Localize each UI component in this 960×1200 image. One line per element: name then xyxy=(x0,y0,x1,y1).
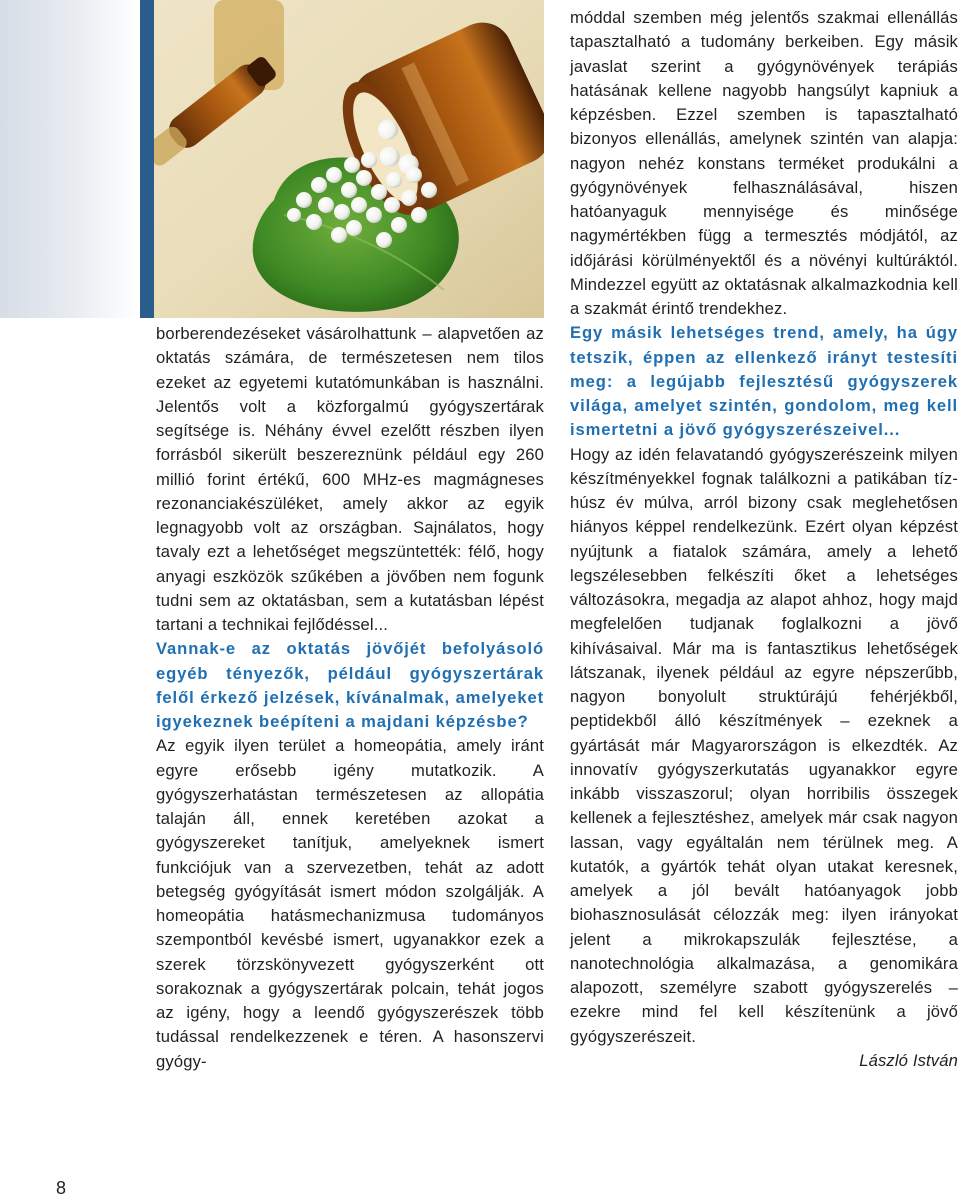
left-column xyxy=(156,322,544,1074)
page-number: 8 xyxy=(56,1178,67,1198)
author-signature: László István xyxy=(859,1050,958,1070)
left-paragraph-1: borberendezéseket vásárolhattunk – alapvetően az oktatás számára, de természetesen nem tilos ezeket az egyetemi kutatómunkában is használni. Jelentős volt a közforgalmú gyógyszertárak segítsége is. Néhány évvel ezelőtt részben ilyen forrásból sikerült beszereznünk például egy 260 millió forint értékű, 600 MHz-es magmágneses rezonanciakészüléket, amely akkor az egyik legnagyobb volt az országban. Sajnálatos, hogy tavaly ezt a lehetőséget megszüntették: félő, hogy anyagi eszközök szűkében a jövőben nem fogunk tudni sem az oktatásban, sem a kutatásban lépést tartani a technikai fejlődéssel... xyxy=(156,324,544,634)
left-paragraph-2: Az egyik ilyen terület a homeopátia, amely iránt egyre erősebb igény mutatkozik. A gyógyszerhatástan természetesen az allopátia talaján áll, ennek keretében azokat a gyógyszereket tanítjuk, amelyeknek ismert funkciójuk van a szervezetben, tehát az adott betegség gyógyítását ismert módon szolgálják. A homeopátia hatásmechanizmusa tudományos szempontból kevésbé ismert, ugyanakkor ezek a szerek törzskönyvezett gyógyszerként ott sorakoznak a gyógyszertárak polcain, tehát jogos az igény, hogy a leendő gyógyszerészek több tudással rendelkezzenek e téren. A hasonszervi gyógy- xyxy=(156,736,544,1071)
right-paragraph-1: móddal szemben még jelentős szakmai ellenállás tapasztalható a tudomány berkeiben. Egy másik javaslat szerint a gyógynövények terápiás hatásának kellene nagyobb hangsúlyt kapniuk a képzésben. Ezzel szemben is tapasztalható bizonyos ellenállás, amelynek szintén van alapja: nagyon nehéz konstans terméket produkálni a gyógynövények felhasználásával, hiszen hatóanyaguk mennyisége és minősége nagymértékben függ a termesztés módjától, az időjárási körülményektől és a növényi kultúráktól. Mindezzel együtt az oktatásnak alkalmazkodnia kell a szakmát érintő trendekhez. xyxy=(570,8,958,318)
homeopathy-pills-photo xyxy=(154,0,544,318)
interview-question-2: Egy másik lehetséges trend, amely, ha úgy tetszik, éppen az ellenkező irányt testesíti meg: a legújabb fejlesztésű gyógyszerek világa, amelyet szintén, gondolom, meg kell ismertetni a jövő gyógyszerészeivel... xyxy=(570,323,958,440)
interview-question-1: Vannak-e az oktatás jövőjét befolyásoló egyéb tényezők, például gyógyszertárak felől érkező jelzések, kívánalmak, amelyeket igyekeznek beépíteni a majdani képzésbe? xyxy=(156,639,544,731)
accent-bar xyxy=(140,0,154,318)
right-column xyxy=(570,6,958,1073)
header-gradient xyxy=(0,0,140,318)
right-paragraph-2: Hogy az idén felavatandó gyógyszerészeink milyen készítményekkel fognak találkozni a patikában tíz-húsz év múlva, arról bizony csak meglehetősen hiányos képpel rendelkezünk. Ezért olyan képzést nyújtunk a fiatalok számára, amely a lehető legszélesebben felkészíti őket a lehetséges változásokra, megadja az alapot ahhoz, hogy majd megfelelően tudjanak foglalkozni a jövő kihívásaival. Már ma is fantasztikus lehetőségek látszanak, ilyenek például az egyre népszerűbb, nagyon bonyolult struktúrájú fehérjékből, peptidekből álló készítmények – ezeknek a gyártását már Magyarországon is elkezdték. Az innovatív gyógyszerkutatás ugyanakkor egyre inkább visszaszorul; olyan horribilis összegek kellenek a fejlesztéshez, amelyek már csak nagyon lassan, vagy egyáltalán nem térülnek meg. A kutatók, a gyártók tehát olyan utakat keresnek, amelyek a jól bevált hatóanyagok jobb biohasznosulását célozzák meg: ilyen irányokat jelent a mikrokapszulák fejlesztése, a nanotechnológia alkalmazása, a genomikára alapozott, személyre szabott gyógyszerelés – ezekre mind fel kell készítenünk a jövő gyógyszerészeit. xyxy=(570,444,958,1046)
